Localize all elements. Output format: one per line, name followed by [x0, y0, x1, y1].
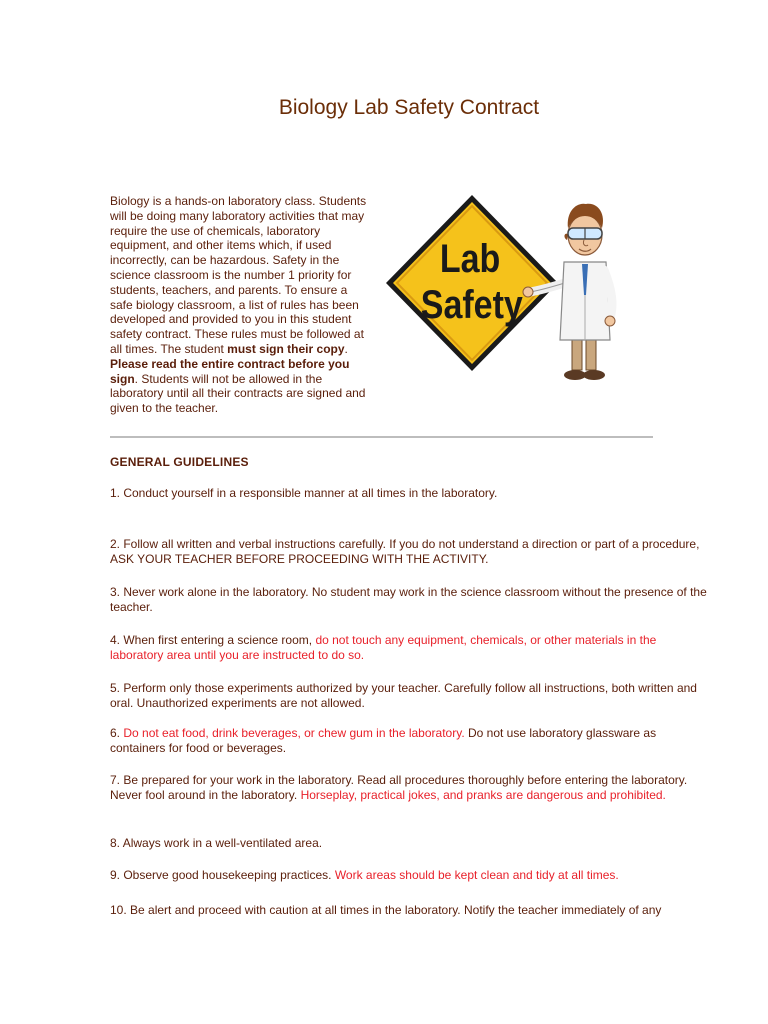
guideline-item-7	[110, 773, 710, 803]
item-text: Be prepared for your work in the laboratory. Read all procedures thoroughly before entering the laboratory. Never fool around in the laboratory.	[110, 773, 688, 802]
guideline-item-2	[110, 537, 710, 567]
item-text: Do not use laboratory glassware as containers for food or beverages.	[110, 726, 657, 755]
item-text: Follow all written and verbal instructions carefully. If you do not understand a direction or part of a procedure, ASK YOUR TEACHER BEFORE PROCEEDING WITH THE ACTIVITY.	[110, 537, 700, 566]
item-warning-text: Horseplay, practical jokes, and pranks are dangerous and prohibited.	[300, 788, 666, 802]
sign-text-safety: Safety	[420, 281, 523, 327]
item-number: 1.	[110, 486, 124, 500]
item-number: 9.	[110, 868, 124, 882]
section-divider	[110, 436, 653, 438]
item-number: 8.	[110, 836, 123, 850]
guideline-item-10	[110, 903, 710, 918]
item-number: 2.	[110, 537, 124, 551]
item-number: 10.	[110, 903, 131, 917]
guideline-item-6	[110, 726, 710, 756]
item-number: 6.	[110, 726, 124, 740]
intro-bold-1: must sign their copy	[227, 341, 345, 356]
intro-text-1: Biology is a hands-on laboratory class. Students will be doing many laboratory activities that may require the use of chemicals, laboratory equipment, and other items which, if used incorrectly, can be hazardous. Safety in the science classroom is the number 1 priority for students, teachers, and parents. To ensure a safe biology classroom, a list of rules has been developed and provided to you in this student safety contract. These rules must be followed at all times. The student	[110, 194, 367, 356]
intro-bold-2: Please read the entire contract before you sign	[110, 356, 350, 386]
intro-paragraph	[110, 194, 372, 416]
sign-text-lab: Lab	[439, 235, 501, 281]
intro-text-3: . Students will not be allowed in the laboratory until all their contracts are signed and given to the teacher.	[110, 371, 366, 416]
warning-sign-icon	[386, 195, 558, 371]
general-guidelines-heading: GENERAL GUIDELINES	[110, 455, 249, 469]
item-text: Be alert and proceed with caution at all times in the laboratory. Notify the teacher immediately of any	[130, 903, 662, 917]
item-text: Never work alone in the laboratory. No student may work in the science classroom without the presence of the teacher.	[110, 585, 707, 614]
guideline-item-4	[110, 633, 710, 663]
item-text: Always work in a well-ventilated area.	[122, 836, 323, 850]
item-number: 7.	[110, 773, 124, 787]
item-text: When first entering a science room,	[123, 633, 316, 647]
item-text: Perform only those experiments authorized by your teacher. Carefully follow all instructions, both written and oral. Unauthorized experiments are not allowed.	[110, 681, 697, 710]
guideline-item-3	[110, 585, 710, 615]
guideline-item-1	[110, 486, 710, 501]
item-text: Conduct yourself in a responsible manner at all times in the laboratory.	[123, 486, 498, 500]
scientist-icon	[523, 204, 615, 380]
item-warning-text: Do not eat food, drink beverages, or chew gum in the laboratory.	[123, 726, 465, 740]
item-text: Observe good housekeeping practices.	[123, 868, 335, 882]
guideline-item-5	[110, 681, 710, 711]
page-title: Biology Lab Safety Contract	[278, 96, 540, 119]
item-number: 4.	[110, 633, 124, 647]
item-number: 3.	[110, 585, 124, 599]
item-number: 5.	[110, 681, 124, 695]
guideline-item-9	[110, 868, 710, 883]
intro-text-2: .	[344, 341, 348, 356]
guideline-item-8	[110, 836, 710, 851]
item-warning-text: do not touch any equipment, chemicals, or other materials in the laboratory area until you are instructed to do so.	[110, 633, 657, 662]
lab-safety-illustration	[380, 190, 630, 390]
item-warning-text: Work areas should be kept clean and tidy at all times.	[334, 868, 619, 882]
